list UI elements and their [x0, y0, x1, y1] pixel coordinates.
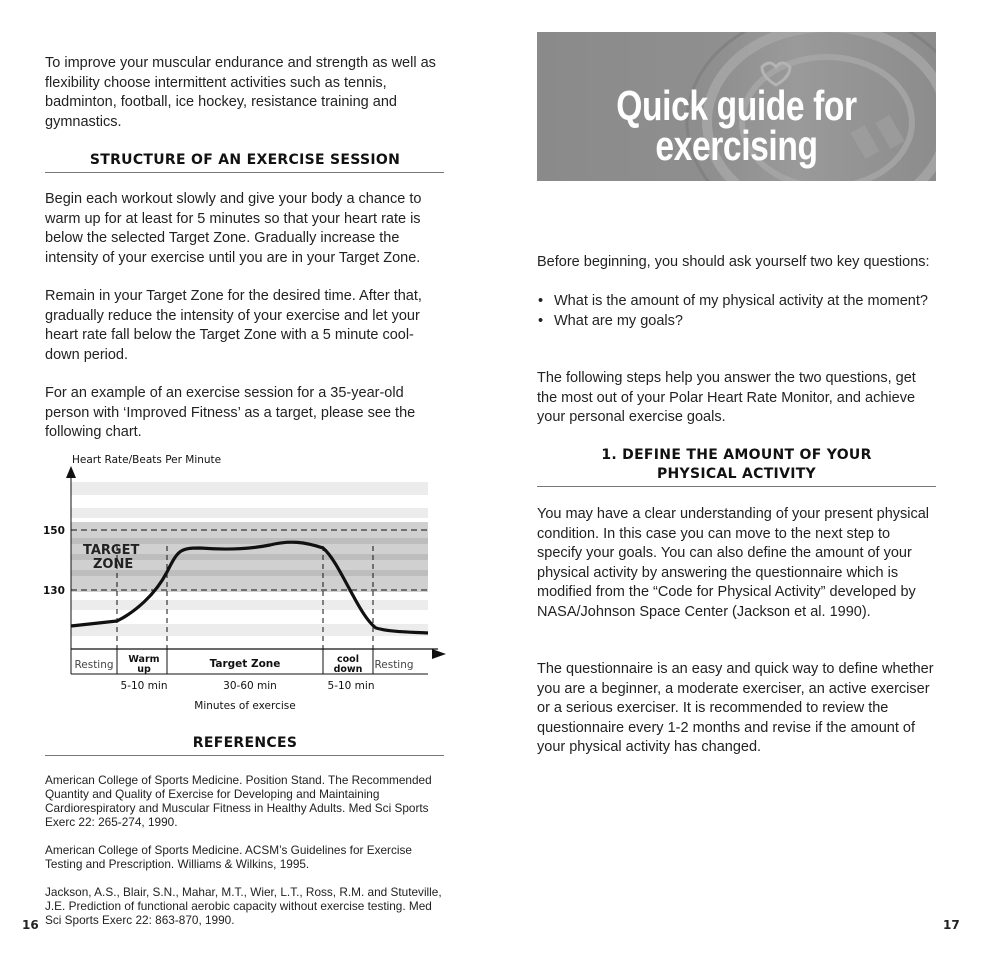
paragraph-cooldown: Remain in your Target Zone for the desired time. After that, gradually reduce the intensity of your exercise and let your heart rate fall below the Target Zone with a 5 minute cool-down period.	[45, 288, 422, 363]
phase-label-resting: Resting	[374, 659, 414, 671]
paragraph-warmup: Begin each workout slowly and give your body a chance to warm up for at least for 5 minutes so that your heart rate is below the selected Target Zone. Gradually increase the intensity of your exercise until you are in your Target Zone.	[45, 191, 422, 266]
reference-item: American College of Sports Medicine. ACSM’s Guidelines for Exercise Testing and Prescription. Williams & Wilkins, 1995.	[45, 843, 412, 871]
paragraph-questionnaire: The questionnaire is an easy and quick way to define whether you are a beginner, a moderate exerciser, an active exerciser or a serious exerciser. It is recommended to review the questionnaire every 1-2 months and revise if the amount of your physical activity has changed.	[537, 661, 934, 755]
heading-rule	[45, 172, 444, 173]
references-heading: REFERENCES	[192, 735, 298, 751]
target-zone-label: TARGET	[83, 543, 140, 558]
paragraph-chart-intro: For an example of an exercise session for a 35-year-old person with ‘Improved Fitness’ as a target, please see the following chart.	[45, 385, 416, 440]
chart-stripe	[71, 508, 428, 518]
chart-stripe	[71, 482, 428, 495]
target-zone-label: ZONE	[93, 557, 134, 572]
reference-item: American College of Sports Medicine. Position Stand. The Recommended Quantity and Quality of Exercise for Developing and Maintaining Cardiorespiratory and Muscular Fitness in Healthy Adults. Med Sci Sports Exerc 22: 265-274, 1990.	[45, 773, 432, 829]
heading-rule	[537, 486, 936, 487]
y-axis-label: Heart Rate/Beats Per Minute	[72, 454, 222, 466]
duration-label: 30-60 min	[223, 680, 277, 692]
intro-paragraph: To improve your muscular endurance and strength as well as flexibility choose intermittent activities such as tennis, badminton, football, ice hockey, resistance training and gymnastics.	[45, 55, 436, 130]
heading-rule	[45, 755, 444, 756]
paragraph-steps: The following steps help you answer the two questions, get the most out of your Polar Heart Rate Monitor, and achieve your personal exercise goals.	[537, 370, 916, 425]
section-heading-line: 1. DEFINE THE AMOUNT OF YOUR	[601, 447, 872, 463]
section-heading-define	[537, 446, 936, 484]
banner-title-line: Quick guide for	[616, 82, 857, 129]
phase-label-target-zone: Target Zone	[209, 658, 281, 670]
heart-rate-chart	[40, 450, 450, 720]
banner-title	[577, 82, 896, 169]
title-banner	[537, 32, 936, 181]
phase-label-warmup: Warm	[128, 654, 160, 665]
x-axis-label: Minutes of exercise	[194, 700, 296, 712]
section-heading-structure: STRUCTURE OF AN EXERCISE SESSION	[89, 152, 401, 168]
reference-item: Jackson, A.S., Blair, S.N., Mahar, M.T., Wier, L.T., Ross, R.M. and Stuteville, J.E. Prediction of functional aerobic capacity without exercise testing. Med Sci Sports Exerc 22: 863-870, 1990.	[45, 885, 442, 927]
phase-label-warmup: up	[137, 664, 151, 675]
intro-paragraph-right: Before beginning, you should ask yourself two key questions:	[537, 254, 930, 270]
banner-title-line: exercising	[655, 122, 818, 169]
list-item: • What are my goals?	[537, 312, 937, 332]
list-item: • What is the amount of my physical activity at the moment?	[537, 292, 937, 312]
question-list	[537, 292, 937, 331]
page-number-left: 16	[22, 918, 39, 932]
duration-label: 5-10 min	[327, 680, 375, 692]
section-heading-line: PHYSICAL ACTIVITY	[656, 466, 816, 482]
phase-label-cooldown: down	[333, 664, 363, 675]
x-axis-arrow	[432, 649, 446, 659]
y-tick-label: 150	[43, 525, 65, 537]
references-list	[45, 773, 445, 941]
duration-label: 5-10 min	[120, 680, 168, 692]
page-number-right: 17	[943, 918, 960, 932]
phase-label-resting: Resting	[74, 659, 114, 671]
paragraph-condition: You may have a clear understanding of your present physical condition. In this case you can move to the next step to specify your goals. You can also define the amount of your physical activity by answering the questionnaire which is modified from the “Code for Physical Activity” developed by NASA/Johnson Space Center (Jackson et al. 1990).	[537, 506, 930, 620]
y-tick-label: 130	[43, 585, 65, 597]
phase-label-cooldown: cool	[337, 654, 359, 665]
chart-stripe	[71, 600, 428, 610]
